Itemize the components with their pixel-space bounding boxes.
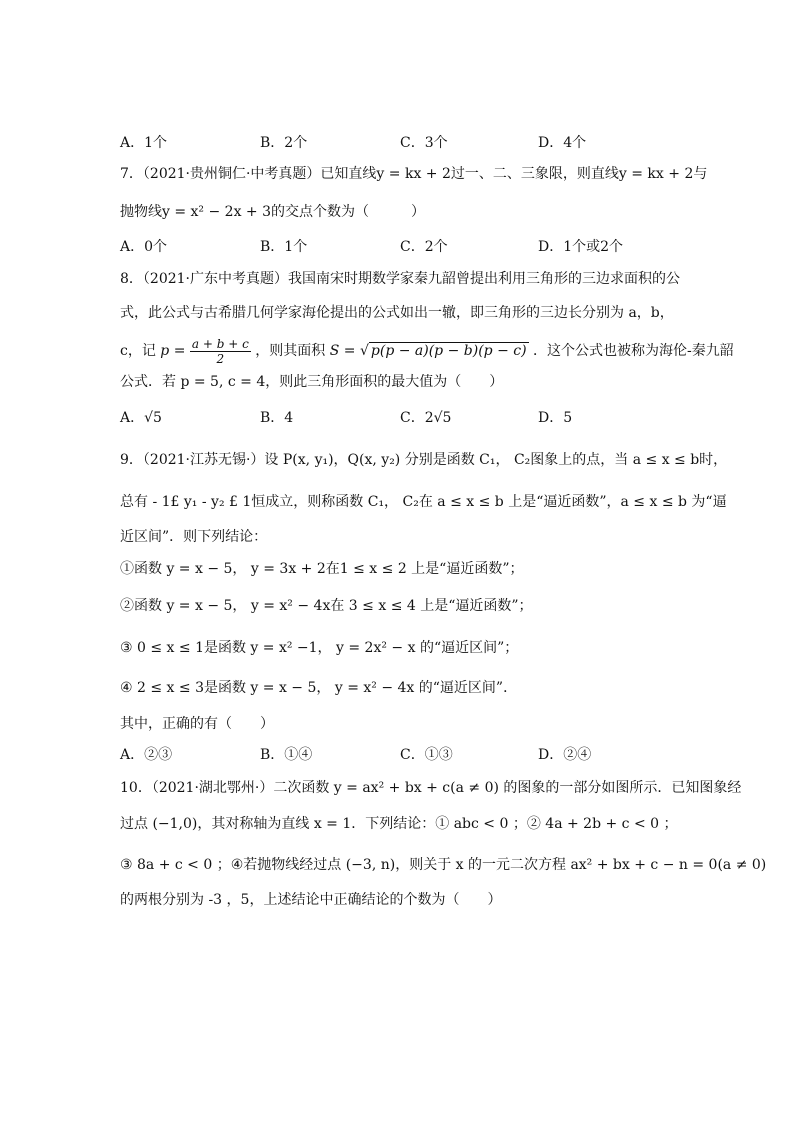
q8-stem-line-3 [120,336,734,366]
q8-fraction [190,337,251,366]
q9-stem-line-3: 近区间”．则下列结论： [120,529,268,545]
q9-stem-end: 其中，正确的有（ ） [120,716,274,732]
q8-s-variable: S = [329,343,360,359]
q8-option-d[interactable]: D．5 [538,410,573,426]
q6-option-d[interactable]: D．4个 [538,135,587,151]
q10-stem-line-3: ③ 8a + c < 0 ；④若抛物线经过点 (−3, n)，则关于 x 的一元二次方程 ax² + bx + c − n = 0(a ≠ 0) [120,857,767,873]
q8-line3-text-b: ，则其面积 [255,343,326,359]
q7-options [120,237,680,257]
q8-fraction-denominator: 2 [216,351,225,366]
q9-stem-line-2: 总有 - 1£ y₁ - y₂ £ 1恒成立，则称函数 C₁， C₂在 a ≤ x ≤ b 上是“逼近函数”，a ≤ x ≤ b 为“逼 [120,494,727,510]
q7-stem-line-1: 7．（2021·贵州铜仁·中考真题）已知直线y = kx + 2过一、二、三象限，则直线y = kx + 2与 [120,166,708,182]
q8-fraction-numerator: a + b + c [191,336,249,351]
q10-stem-line-2: 过点 (−1,0)，其对称轴为直线 x = 1．下列结论：① abc < 0 ；② 4a + 2b + c < 0 ； [120,816,678,832]
q9-stem-line-1: 9．（2021·江苏无锡·）设 P(x, y₁)，Q(x, y₂) 分别是函数 C₁， C₂图象上的点，当 a ≤ x ≤ b时， [120,452,728,468]
q6-option-b[interactable]: B．2个 [260,135,308,151]
q8-options [120,408,680,428]
q9-conclusion-2: ②函数 y = x − 5， y = x² − 4x在 3 ≤ x ≤ 4 上是“逼近函数”； [120,598,533,614]
q8-line3-text-c: ．这个公式也被称为海伦-秦九韶 [533,343,734,359]
q6-option-a[interactable]: A．1个 [120,135,168,151]
q7-option-b[interactable]: B．1个 [260,239,308,255]
q8-option-c[interactable]: C．2√5 [400,410,452,426]
q6-options [120,133,680,153]
q8-line3-text-a: c，记 [120,343,156,359]
q8-sqrt-expression: p(p − a)(p − b)(p − c) [370,343,527,359]
q9-option-a[interactable]: A．②③ [120,747,173,763]
q9-conclusion-4: ④ 2 ≤ x ≤ 3是函数 y = x − 5， y = x² − 4x 的“逼近区间”． [120,680,518,696]
q8-stem-line-1: 8．（2021·广东中考真题）我国南宋时期数学家秦九韶曾提出利用三角形的三边求面积的公 [120,271,680,287]
q9-options [120,745,680,765]
q7-option-a[interactable]: A．0个 [120,239,168,255]
q9-option-c[interactable]: C．①③ [400,747,453,763]
q6-option-c[interactable]: C．3个 [400,135,448,151]
q8-option-a[interactable]: A．√5 [120,410,162,426]
q8-option-b[interactable]: B．4 [260,410,294,426]
q9-option-d[interactable]: D．②④ [538,747,592,763]
q8-stem-line-4: 公式．若 p = 5, c = 4，则此三角形面积的最大值为（ ） [120,374,504,390]
q9-option-b[interactable]: B．①④ [260,747,313,763]
q7-option-c[interactable]: C．2个 [400,239,448,255]
q8-p-variable: p = [160,343,190,359]
q8-stem-line-2: 式，此公式与古希腊几何学家海伦提出的公式如出一辙，即三角形的三边长分别为 a，b， [120,305,674,321]
q10-stem-line-1: 10．（2021·湖北鄂州·）二次函数 y = ax² + bx + c(a ≠ 0) 的图象的一部分如图所示．已知图象经 [120,780,742,796]
q10-stem-line-4: 的两根分别为 -3 ，5，上述结论中正确结论的个数为（ ） [120,892,502,908]
q9-conclusion-1: ①函数 y = x − 5， y = 3x + 2在1 ≤ x ≤ 2 上是“逼近函数”； [120,561,524,577]
q7-stem-line-2: 抛物线y = x² − 2x + 3的交点个数为（ ） [120,204,426,220]
sqrt-symbol: √ [359,343,369,359]
q9-conclusion-3: ③ 0 ≤ x ≤ 1是函数 y = x² −1， y = 2x² − x 的“逼近区间”； [120,640,519,656]
q7-option-d[interactable]: D．1个或2个 [538,239,624,255]
